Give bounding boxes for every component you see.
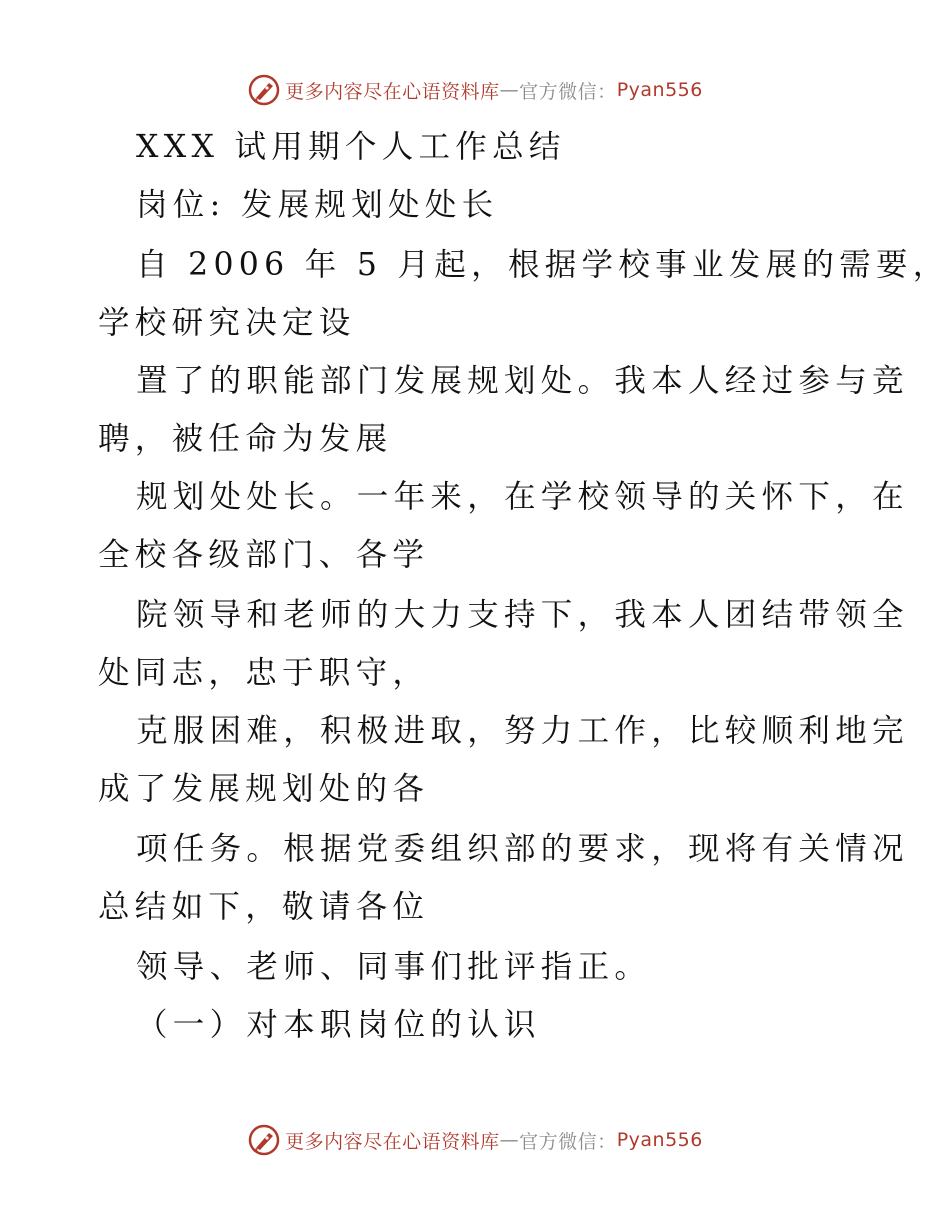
paragraph-line: 规划处处长。一年来，在学校领导的关怀下，在 <box>136 479 909 515</box>
pen-quill-logo-icon <box>247 73 281 107</box>
pen-quill-logo-icon <box>247 1123 281 1157</box>
paragraph-line: 自 2006 年 5 月起，根据学校事业发展的需要， <box>136 247 950 283</box>
watermark-wechat-label: 官方微信： <box>519 1130 617 1153</box>
header-watermark-banner <box>0 72 950 108</box>
paragraph-line: 领导、老师、同事们批评指正。 <box>136 949 652 985</box>
paragraph-line: 项任务。根据党委组织部的要求，现将有关情况 <box>136 831 909 867</box>
paragraph-line: 置了的职能部门发展规划处。我本人经过参与竞 <box>136 363 909 399</box>
watermark-site-text: 更多内容尽在心语资料库 <box>285 1130 500 1153</box>
paragraph-line: 学校研究决定设 <box>98 305 356 341</box>
watermark-dash: — <box>499 1129 520 1151</box>
watermark-wechat-id: Pyan556 <box>616 1129 703 1151</box>
watermark-wechat-label: 官方微信： <box>519 80 617 103</box>
paragraph-line: 总结如下，敬请各位 <box>98 889 430 925</box>
paragraph-line: 全校各级部门、各学 <box>98 537 430 573</box>
paragraph-line: 院领导和老师的大力支持下，我本人团结带领全 <box>136 597 909 633</box>
footer-watermark-banner <box>0 1122 950 1158</box>
watermark-wechat-id: Pyan556 <box>616 79 703 101</box>
watermark-site-text: 更多内容尽在心语资料库 <box>285 80 500 103</box>
section-heading: （一）对本职岗位的认识 <box>136 1007 541 1043</box>
paragraph-line: 克服困难，积极进取，努力工作，比较顺利地完 <box>136 713 909 749</box>
document-position: 岗位: 发展规划处处长 <box>136 187 499 223</box>
document-title: XXX 试用期个人工作总结 <box>136 129 566 165</box>
watermark-dash: — <box>499 79 520 101</box>
paragraph-line: 成了发展规划处的各 <box>98 771 430 807</box>
paragraph-line: 处同志，忠于职守， <box>98 655 430 691</box>
paragraph-line: 聘，被任命为发展 <box>98 421 393 457</box>
